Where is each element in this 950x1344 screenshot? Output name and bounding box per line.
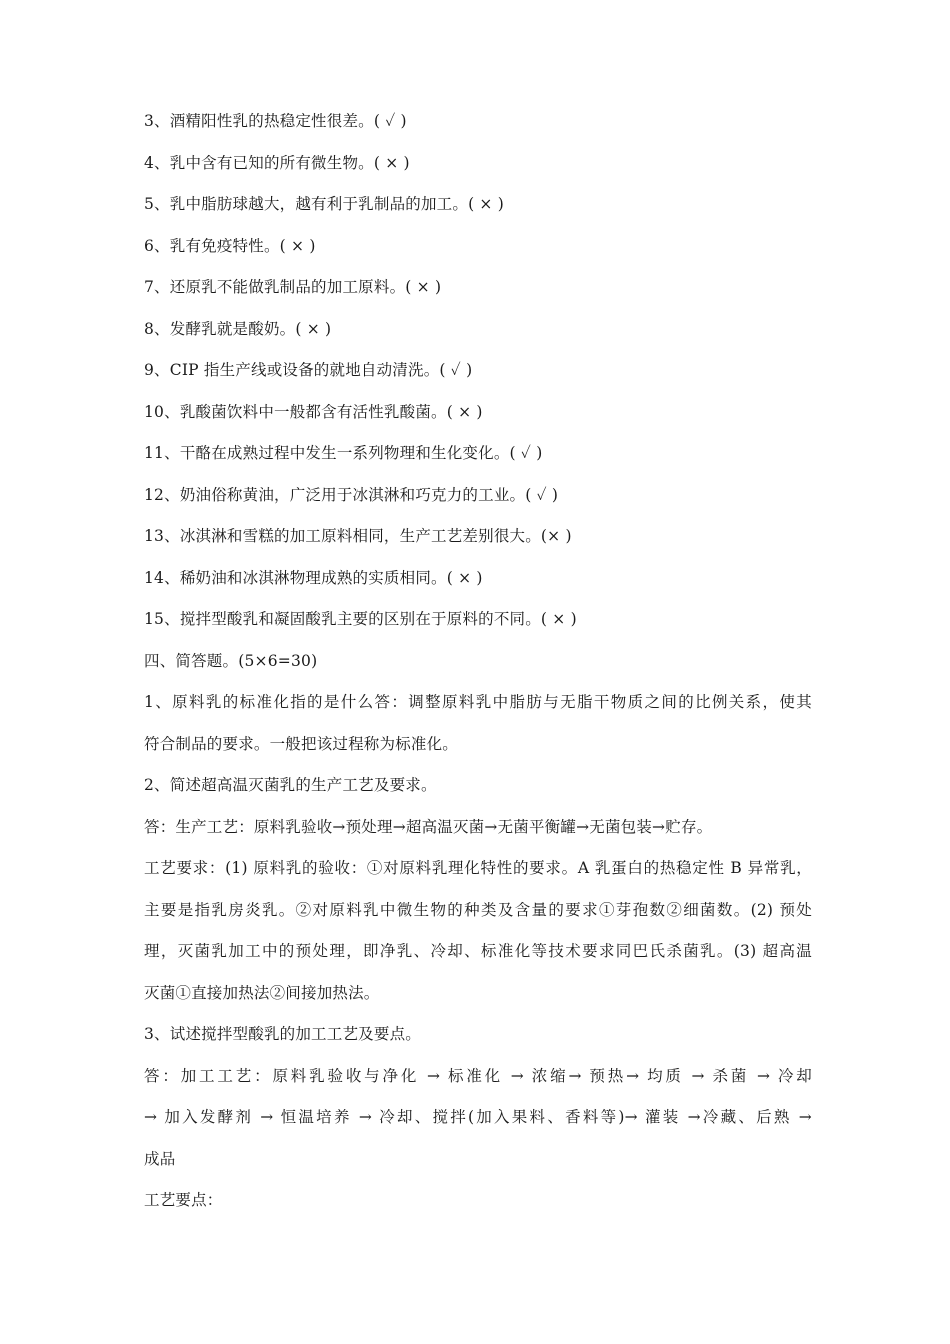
true-false-item-10: 10、乳酸菌饮料中一般都含有活性乳酸菌。( × ) xyxy=(144,402,483,421)
question-1-answer-continued: 符合制品的要求。一般把该过程称为标准化。 xyxy=(144,734,459,753)
question-2-process: 答：生产工艺：原料乳验收→预处理→超高温灭菌→无菌平衡罐→无菌包装→贮存。 xyxy=(144,817,713,836)
true-false-item-14: 14、稀奶油和冰淇淋物理成熟的实质相同。( × ) xyxy=(144,568,483,587)
document-body xyxy=(144,101,812,1222)
true-false-item-9: 9、CIP 指生产线或设备的就地自动清洗。( ✓ ) xyxy=(144,361,473,379)
question-2-requirements-line-4: 灭菌①直接加热法②间接加热法。 xyxy=(144,983,380,1002)
question-3-process-line-1: 答：加工工艺：原料乳验收与净化 → 标准化 → 浓缩→ 预热→ 均质 → 杀菌 → 冷却 xyxy=(144,1066,812,1085)
true-false-item-8: 8、发酵乳就是酸奶。( × ) xyxy=(144,319,332,338)
question-2-requirements-line-2: 主要是指乳房炎乳。②对原料乳中微生物的种类及含量的要求①芽孢数②细菌数。(2) 预处 xyxy=(144,900,812,919)
question-3-process-line-2: → 加入发酵剂 → 恒温培养 → 冷却、搅拌(加入果料、香料等)→ 灌装 →冷藏、后熟 → xyxy=(144,1108,812,1126)
section-heading-short-answer: 四、简答题。(5×6=30) xyxy=(144,651,318,670)
true-false-item-12: 12、奶油俗称黄油，广泛用于冰淇淋和巧克力的工业。( ✓ ) xyxy=(144,485,559,504)
question-2-requirements-line-3: 理，灭菌乳加工中的预处理，即净乳、冷却、标准化等技术要求同巴氏杀菌乳。(3) 超高温 xyxy=(144,942,812,960)
true-false-item-5: 5、乳中脂肪球越大，越有利于乳制品的加工。( × ) xyxy=(144,195,504,213)
true-false-item-15: 15、搅拌型酸乳和凝固酸乳主要的区别在于原料的不同。( × ) xyxy=(144,610,577,628)
question-2-text: 2、简述超高温灭菌乳的生产工艺及要求。 xyxy=(144,776,437,794)
true-false-item-6: 6、乳有免疫特性。( × ) xyxy=(144,236,316,255)
true-false-item-11: 11、干酪在成熟过程中发生一系列物理和生化变化。( ✓ ) xyxy=(144,444,543,462)
question-3-process-line-3: 成品 xyxy=(144,1149,176,1168)
true-false-item-13: 13、冰淇淋和雪糕的加工原料相同，生产工艺差别很大。(× ) xyxy=(144,527,572,545)
true-false-item-4: 4、乳中含有已知的所有微生物。( × ) xyxy=(144,153,410,172)
question-2-requirements-line-1: 工艺要求：(1) 原料乳的验收：①对原料乳理化特性的要求。A 乳蛋白的热稳定性 B 异常乳， xyxy=(144,859,812,877)
true-false-item-3: 3、酒精阳性乳的热稳定性很差。( ✓ ) xyxy=(144,112,407,130)
true-false-item-7: 7、还原乳不能做乳制品的加工原料。( × ) xyxy=(144,278,442,296)
question-3-text: 3、试述搅拌型酸乳的加工工艺及要点。 xyxy=(144,1025,421,1043)
question-3-key-points-heading: 工艺要点： xyxy=(144,1191,223,1209)
question-1-text: 1、原料乳的标准化指的是什么答：调整原料乳中脂肪与无脂干物质之间的比例关系，使其 xyxy=(144,693,812,711)
